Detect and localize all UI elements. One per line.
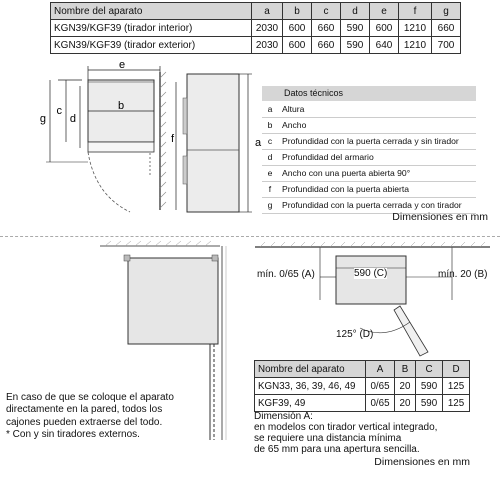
table-cell: 125 — [443, 378, 470, 395]
dim-label-d: d — [69, 113, 76, 125]
wall-note — [6, 392, 174, 442]
legend-text: Ancho — [282, 120, 307, 130]
header-cell: A — [366, 361, 395, 378]
table-cell: 2030 — [252, 37, 283, 54]
table-cell: 660 — [312, 37, 341, 54]
table-cell: 590 — [416, 395, 443, 412]
header-cell: D — [443, 361, 470, 378]
header-cell: Nombre del aparato — [255, 361, 366, 378]
table-cell: KGN39/KGF39 (tirador exterior) — [51, 37, 252, 54]
legend-key: f — [268, 184, 272, 194]
table-cell: 660 — [432, 20, 461, 37]
table-cell: 125 — [443, 395, 470, 412]
header-cell: Nombre del aparato — [51, 3, 252, 20]
table-row — [51, 37, 461, 54]
header-cell: c — [312, 3, 341, 20]
header-cell: f — [399, 3, 432, 20]
legend-key: d — [267, 152, 273, 162]
table-cell: 20 — [395, 378, 416, 395]
label-c-dimension: 590 (C) — [354, 268, 388, 279]
door-clearance-diagram — [248, 240, 498, 360]
table-cell: 1210 — [399, 20, 432, 37]
dimension-a-note — [254, 411, 437, 455]
table-cell: 590 — [341, 20, 370, 37]
header-cell: C — [416, 361, 443, 378]
bottom-dimensions-table — [254, 360, 470, 412]
header-cell: d — [341, 3, 370, 20]
legend-item — [262, 117, 476, 134]
table-cell: KGN33, 36, 39, 46, 49 — [255, 378, 366, 395]
dimension-note-line: Dimensión A: — [254, 411, 313, 422]
dim-label-f: f — [170, 133, 174, 145]
table-cell: 660 — [312, 20, 341, 37]
table-cell: 2030 — [252, 20, 283, 37]
header-cell: a — [252, 3, 283, 20]
wall-note-line: cajones pueden extraerse del todo. — [6, 416, 163, 428]
header-cell: B — [395, 361, 416, 378]
legend-item — [262, 101, 476, 118]
table-cell: KGN39/KGF39 (tirador interior) — [51, 20, 252, 37]
top-dimensions-table — [50, 2, 461, 54]
table-cell: 0/65 — [366, 378, 395, 395]
table-cell: 1210 — [399, 37, 432, 54]
dim-label-g: g — [39, 113, 46, 125]
table-cell: 700 — [432, 37, 461, 54]
dim-label-e: e — [118, 59, 126, 71]
wall-note-line: En caso de que se coloque el aparato — [6, 392, 174, 403]
table-row — [255, 378, 470, 395]
units-label-top: Dimensiones en mm — [392, 211, 488, 223]
table-header-row — [255, 361, 470, 378]
legend-text: Profundidad con la puerta cerrada y sin tirador — [282, 136, 459, 146]
fridge-dimension-diagram — [0, 55, 262, 230]
table-cell: 20 — [395, 395, 416, 412]
table-header-row — [51, 3, 461, 20]
wall-note-line: directamente en la pared, todos los — [6, 404, 163, 416]
table-cell: 590 — [341, 37, 370, 54]
dimension-note-line: se requiere una distancia mínima — [254, 433, 402, 444]
table-cell: 600 — [370, 20, 399, 37]
header-cell: b — [283, 3, 312, 20]
legend-key: a — [267, 104, 273, 114]
legend-key: b — [267, 120, 273, 130]
legend-text: Ancho con una puerta abierta 90° — [282, 168, 411, 178]
section-divider — [0, 236, 500, 237]
legend-key: g — [267, 200, 273, 210]
legend-text: Profundidad con la puerta cerrada y con tirador — [282, 200, 462, 210]
legend-key: c — [267, 136, 273, 146]
label-angle: 125° (D) — [336, 329, 374, 340]
legend-item — [262, 181, 476, 198]
legend-title: Datos técnicos — [262, 86, 476, 101]
table-cell: 600 — [283, 37, 312, 54]
units-label-bottom: Dimensiones en mm — [374, 456, 470, 468]
legend-text: Altura — [282, 104, 305, 114]
dimension-note-line: en modelos con tirador vertical integrado, — [254, 422, 438, 433]
table-cell: 590 — [416, 378, 443, 395]
table-cell: 0/65 — [366, 395, 395, 412]
wall-note-line: * Con y sin tiradores externos. — [6, 429, 140, 441]
label-min-right: mín. 20 (B) — [438, 269, 488, 280]
dim-label-c: c — [56, 105, 62, 117]
table-cell: KGF39, 49 — [255, 395, 366, 412]
table-row — [255, 395, 470, 412]
table-row — [51, 20, 461, 37]
header-cell: g — [432, 3, 461, 20]
legend-key: e — [267, 168, 273, 178]
legend-item — [262, 149, 476, 166]
legend-item — [262, 165, 476, 182]
dim-label-b: b — [117, 100, 125, 112]
dimension-note-line: de 65 mm para una apertura sencilla. — [254, 444, 420, 455]
header-cell: e — [370, 3, 399, 20]
table-cell: 600 — [283, 20, 312, 37]
table-cell: 640 — [370, 37, 399, 54]
legend-text: Profundidad con la puerta abierta — [282, 184, 410, 194]
legend-text: Profundidad del armario — [282, 152, 374, 162]
legend-item — [262, 133, 476, 150]
dim-label-a: a — [255, 137, 262, 149]
label-min-left: mín. 0/65 (A) — [257, 269, 315, 280]
